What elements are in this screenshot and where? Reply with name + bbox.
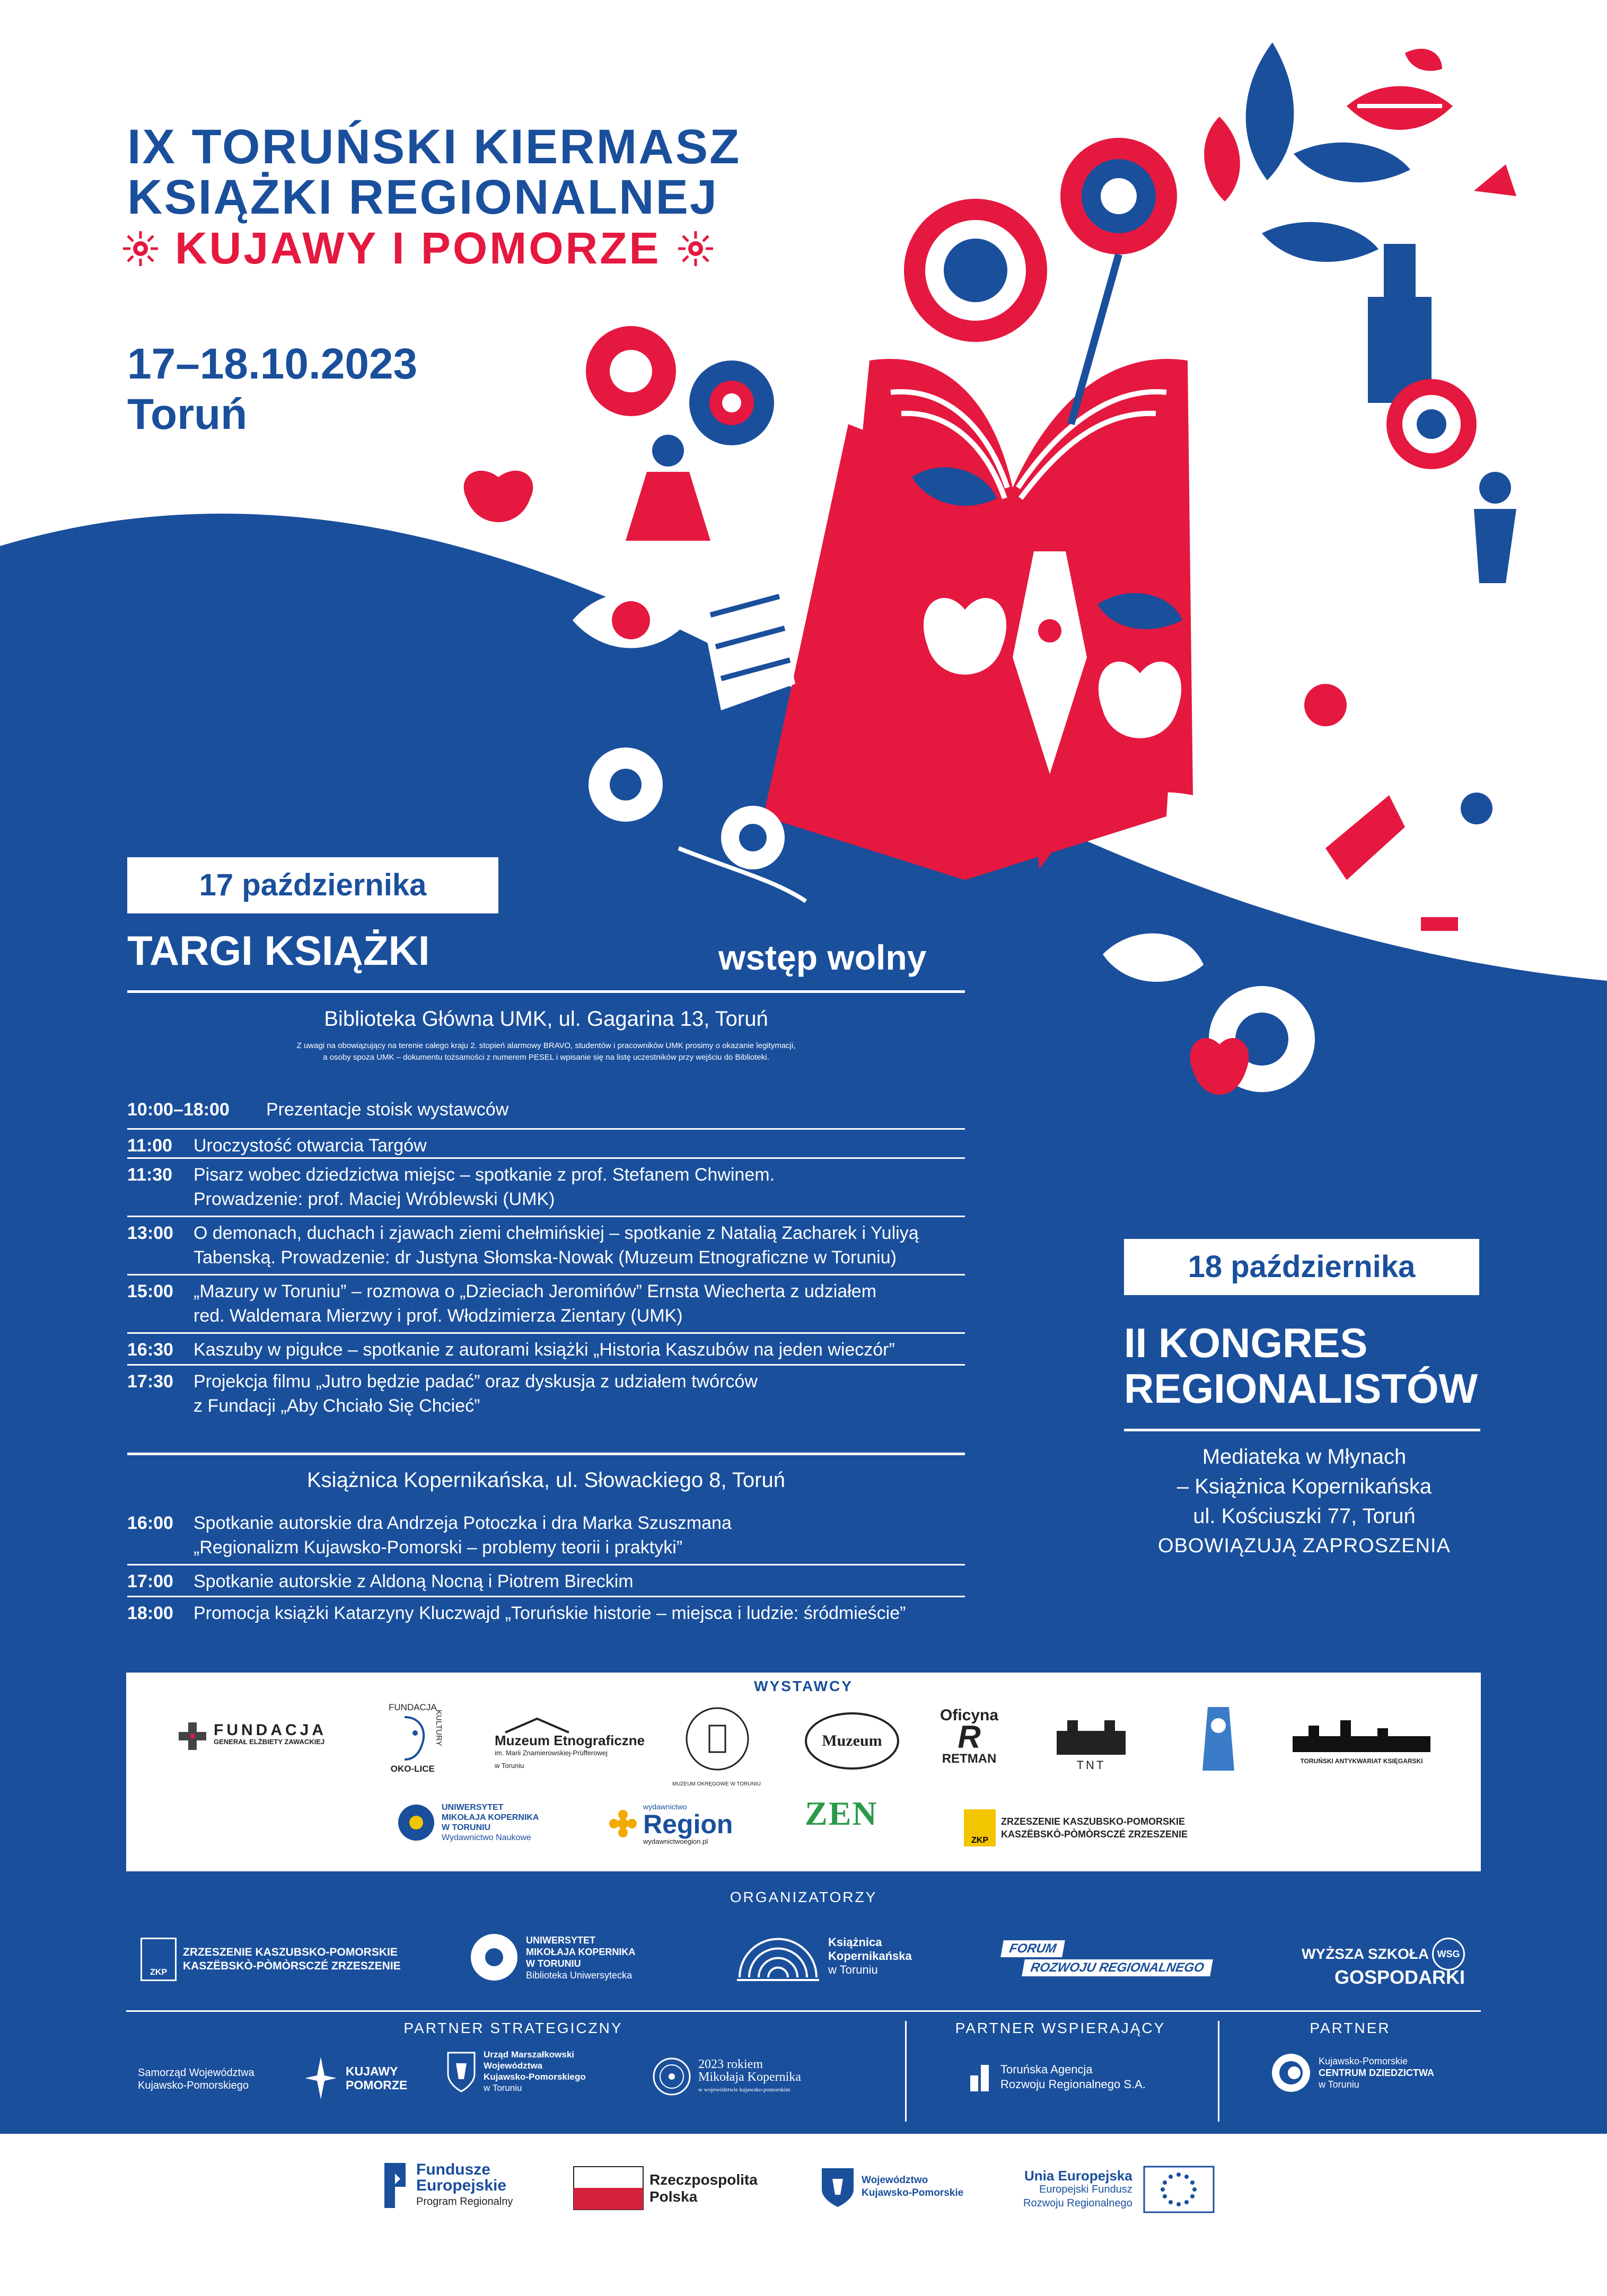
logo-wydawnictwo-region (609, 1802, 733, 1845)
schedule-row (127, 1133, 965, 1158)
ue-line-3: Rozwoju Regionalnego (1023, 2197, 1132, 2209)
schedule-divider (127, 1274, 965, 1275)
security-note (127, 1040, 965, 1063)
schedule-line-1: Spotkanie autorskie z Aldoną Nocną i Piotrem Bireckim (194, 1571, 634, 1591)
zkp-line-1: ZRZESZENIE KASZUBSKO-POMORSKIE (1001, 1816, 1186, 1827)
cdz-emblem-icon (1270, 2052, 1312, 2094)
circle-seal-icon (683, 1704, 752, 1773)
zkp-line-2: KASZËBSKÒ-PÒMÒRSCZÉ ZRZESZENIE (1001, 1829, 1188, 1840)
logo-muzeum-okregowe (683, 1704, 752, 1773)
tarr-line-2: Rozwoju Regionalnego S.A. (1000, 2077, 1146, 2091)
logo-rzeczpospolita (573, 2166, 758, 2211)
tarr-line-1: Toruńska Agencja (1000, 2062, 1093, 2076)
day2-title-line-2: REGIONALISTÓW (1124, 1365, 1478, 1412)
muzeum-etno-title: Muzeum Etnograficzne (495, 1732, 645, 1748)
schedule-time: 16:00 (127, 1513, 173, 1533)
woj-line-2: Kujawsko-Pomorskie (862, 2187, 964, 2198)
umk-wyd-line-4: Wydawnictwo Naukowe (442, 1833, 531, 1842)
okolice-top: FUNDACJA (389, 1702, 437, 1712)
sparkle-icon (302, 2054, 339, 2102)
exhibitors-panel (126, 1673, 1481, 1871)
logo-blue-figure (1192, 1702, 1245, 1776)
samorzad-line-1: Samorząd Województwa (138, 2067, 254, 2079)
kopernik-line-1: 2023 rokiem (698, 2057, 763, 2071)
schedule-time: 15:00 (127, 1281, 173, 1301)
schedule-description (194, 1338, 895, 1362)
logo-centrum-dziedzictwa (1270, 2052, 1434, 2094)
schedule-time: 10:00–18:00 (127, 1099, 230, 1120)
schedule-line-2: z Fundacji „Aby Chciało Się Chcieć” (194, 1396, 480, 1416)
forum-line-2: ROZWOJU REGIONALNEGO (1022, 1959, 1213, 1976)
schedule-row (127, 1163, 965, 1211)
wsg-line-1: WYŻSZA SZKOŁA (1302, 1946, 1429, 1962)
schedule-divider (127, 1564, 965, 1565)
cdz-line-3: w Toruniu (1319, 2079, 1359, 2090)
schedule-description (194, 1279, 876, 1328)
oficyna-mark-icon: R (958, 1719, 981, 1755)
schedule-description (194, 1133, 427, 1158)
coat-of-arms-icon (445, 2050, 477, 2092)
tarr-icon (965, 2060, 994, 2094)
schedule-description (194, 1511, 732, 1560)
schedule-time: 17:00 (127, 1571, 173, 1591)
schedule-line-1: Kaszuby w pigułce – spotkanie z autorami książki „Historia Kaszubów na jeden wieczór” (194, 1340, 895, 1360)
umk-emblem-icon (469, 1932, 520, 1983)
urzad-line-2: Województwa (484, 2061, 543, 2071)
schedule-line-2: „Regionalizm Kujawsko-Pomorski – problemy teorii i praktyki” (194, 1537, 683, 1558)
schedule-description (194, 1221, 919, 1270)
logo-tnt (1051, 1715, 1131, 1771)
kujawy-line-1: KUJAWY (346, 2064, 398, 2078)
schedule-divider (127, 1216, 965, 1217)
fe-line-3: Program Regionalny (416, 2195, 513, 2207)
umk-org-line-1: UNIWERSYTET (526, 1934, 596, 1946)
sun-ornament-icon (677, 230, 714, 267)
samorzad-label (138, 2066, 254, 2092)
day2-title-line-1: II KONGRES (1124, 1319, 1368, 1366)
schedule-time: 16:30 (127, 1340, 173, 1360)
logo-unia-europejska (1023, 2166, 1215, 2213)
fe-line-2: Europejskie (416, 2176, 507, 2194)
logo-antykwariat (1293, 1715, 1430, 1767)
schedule-line-1: Spotkanie autorskie dra Andrzeja Potoczka i dra Marka Szuszmana (194, 1513, 732, 1533)
subtitle (122, 223, 714, 274)
zkp-org-line-1: ZRZESZENIE KASZUBSKO-POMORSKIE (183, 1946, 398, 1958)
day1-venue-1: Biblioteka Główna UMK, ul. Gagarina 13, Toruń (324, 1007, 768, 1031)
umk-wyd-line-2: MIKOŁAJA KOPERNIKA (442, 1813, 539, 1822)
fe-icon (379, 2160, 411, 2211)
schedule-description (266, 1097, 508, 1122)
forum-line-1: FORUM (1000, 1940, 1065, 1957)
schedule-line-2: Prowadzenie: prof. Maciej Wróblewski (UMK) (194, 1189, 555, 1209)
day2-venue-line-2: – Książnica Kopernikańska (1176, 1475, 1432, 1498)
rp-line-1: Rzeczpospolita (649, 2171, 758, 2188)
schedule-time: 17:30 (127, 1371, 173, 1392)
schedule-description (194, 1569, 634, 1594)
coat-of-arms-icon (819, 2166, 856, 2208)
schedule-row (127, 1097, 965, 1122)
woj-line-1: Województwo (862, 2175, 928, 2186)
roof-emblem-icon (495, 1718, 579, 1734)
cdz-line-2: CENTRUM DZIEDZICTWA (1319, 2068, 1434, 2078)
cross-emblem-icon (177, 1720, 208, 1752)
umk-org-line-3: W TORUNIU (526, 1958, 581, 1969)
exhibitors-heading: WYSTAWCY (754, 1678, 853, 1694)
schedule-line-1: Uroczystość otwarcia Targów (194, 1136, 427, 1156)
flower-icon (609, 1809, 638, 1838)
zkp-badge: ZKP (964, 1809, 996, 1846)
logo-urzad-marszalkowski (445, 2049, 586, 2093)
event-city: Toruń (127, 390, 248, 438)
sun-ornament-icon (122, 230, 159, 267)
urzad-line-3: Kujawsko-Pomorskiego (484, 2072, 586, 2082)
vertical-divider (1218, 2021, 1219, 2122)
schedule-description (194, 1369, 758, 1418)
region-big: Region (643, 1809, 733, 1839)
oficyna-top: Oficyna (940, 1706, 999, 1724)
schedule-time: 13:00 (127, 1223, 173, 1243)
logo-muzeum-etnograficzne (495, 1718, 645, 1772)
skyline-icon (1293, 1715, 1430, 1752)
partner-heading: PARTNER (1310, 2020, 1391, 2036)
ksiaznica-line-2: Kopernikańska (828, 1949, 912, 1963)
polish-flag-icon (573, 2166, 644, 2211)
schedule-row (127, 1569, 965, 1594)
urzad-line-1: Urząd Marszałkowski (484, 2049, 575, 2060)
schedule-divider (127, 1364, 965, 1366)
fundacja-title: FUNDACJA (214, 1721, 327, 1739)
schedule-line-1: Prezentacje stoisk wystawców (266, 1099, 509, 1120)
schedule-line-1: Pisarz wobec dziedzictwa miejsc – spotkanie z prof. Stefanem Chwinem. (194, 1165, 775, 1185)
tnt-label: TNT (1076, 1758, 1106, 1772)
schedule-divider (127, 1128, 965, 1130)
antykwariat-label: TORUŃSKI ANTYKWARIAT KSIĘGARSKI (1300, 1757, 1423, 1765)
security-note-line-2: a osoby spoza UMK – dokumentu tożsamości z numerem PESEL i wpisanie się na listę uczestników przy wejściu do Biblioteki. (323, 1053, 769, 1062)
logo-rok-kopernika (652, 2057, 801, 2097)
supporting-partner-heading: PARTNER WSPIERAJĄCY (955, 2020, 1166, 2036)
umk-org-line-4: Biblioteka Uniwersytecka (526, 1969, 633, 1981)
divider (127, 990, 965, 993)
ue-line-1: Unia Europejska (1024, 2168, 1132, 2184)
schedule-description (194, 1601, 906, 1625)
schedule-line-1: Projekcja filmu „Jutro będzie padać” oraz dyskusja z udziałem twórców (194, 1371, 758, 1392)
schedule-line-2: Tabenską. Prowadzenie: dr Justyna Słomska-Nowak (Muzeum Etnograficzne w Toruniu) (194, 1247, 897, 1268)
cdz-line-1: Kujawsko-Pomorskie (1319, 2056, 1408, 2066)
wsg-line-2: GOSPODARKI (1334, 1966, 1465, 1988)
logo-ksiaznica (734, 1927, 912, 1985)
umk-emblem-icon (397, 1803, 436, 1843)
day1-date-label: 17 października (127, 857, 498, 913)
schedule-line-1: O demonach, duchach i zjawach ziemi chełmińskiej – spotkanie z Natalią Zacharek i Yuliyą (194, 1223, 919, 1243)
kujawy-line-2: POMORZE (346, 2078, 408, 2092)
strategic-partner-heading: PARTNER STRATEGICZNY (403, 2020, 623, 2036)
okolice-bottom: OKO-LICE (390, 1764, 435, 1774)
muzeum-okregowe-name: MUZEUM OKRĘGOWE W TORUNIU (672, 1781, 761, 1787)
ue-line-2: Europejski Fundusz (1039, 2184, 1132, 2195)
schedule-description (194, 1163, 775, 1211)
funding-bar (0, 2134, 1607, 2296)
logo-tarr (965, 2060, 1146, 2094)
vertical-divider (905, 2021, 907, 2122)
logo-zkp-exhibitor (964, 1809, 1188, 1846)
kopernik-seal-icon (652, 2057, 692, 2097)
day2-venue (1113, 1442, 1495, 1531)
schedule-time: 11:00 (127, 1136, 173, 1156)
region-url: wydawnictwoegion.pl (643, 1837, 708, 1845)
schedule-row (127, 1279, 965, 1328)
schedule-line-1: „Mazury w Toruniu” – rozmowa o „Dzieciach Jeromińów” Ernsta Wiecherta z udziałem (194, 1281, 877, 1301)
day1-entry: wstęp wolny (718, 938, 927, 977)
urzad-line-4: w Toruniu (484, 2083, 522, 2093)
schedule-row (127, 1338, 965, 1362)
day2-venue-line-1: Mediateka w Młynach (1202, 1445, 1407, 1468)
schedule-time: 18:00 (127, 1603, 173, 1623)
schedule-line-2: red. Waldemara Mierzwy i prof. Włodzimierza Zientary (UMK) (194, 1306, 683, 1326)
title-line-2: KSIĄŻKI REGIONALNEJ (127, 170, 719, 224)
subtitle-text: KUJAWY I POMORZE (175, 223, 661, 273)
day2-title (1124, 1320, 1478, 1411)
umk-org-line-2: MIKOŁAJA KOPERNIKA (526, 1946, 636, 1957)
title-line-1: IX TORUŃSKI KIERMASZ (127, 120, 741, 174)
fe-line-1: Fundusze (416, 2160, 490, 2178)
logo-fundacja-zawackiej (177, 1720, 327, 1752)
schedule-divider (127, 1157, 965, 1159)
event-dates: 17–18.10.2023 (127, 340, 418, 388)
fundacja-subtitle: GENERAŁ ELŻBIETY ZAWACKIEJ (214, 1738, 325, 1746)
logo-wojewodztwo (819, 2166, 963, 2208)
day2-invitation: OBOWIĄZUJĄ ZAPROSZENIA (1158, 1535, 1451, 1557)
logo-zkp-organizer (140, 1938, 401, 1981)
wsg-badge: WSG (1432, 1938, 1465, 1970)
ksiaznica-line-1: Książnica (828, 1936, 882, 1949)
logo-umk-biblioteka (469, 1932, 635, 1983)
day1-title: TARGI KSIĄŻKI (127, 927, 430, 974)
samorzad-line-2: Kujawsko-Pomorskiego (138, 2080, 249, 2091)
region-small: wydawnictwo (643, 1802, 687, 1811)
muzeum-etno-sub: im. Marii Znamierowskiej-Prüfferowej (495, 1749, 608, 1757)
schedule-line-1: Promocja książki Katarzyny Kluczwajd „Toruńskie historie – miejsca i ludzie: śródmieście” (194, 1603, 906, 1623)
muzeum-pm-title: Muzeum (805, 1712, 899, 1770)
umk-wyd-line-3: W TORUNIU (442, 1823, 491, 1832)
day2-venue-line-3: ul. Kościuszki 77, Toruń (1193, 1505, 1416, 1528)
organizers-heading: ORGANIZATORZY (730, 1889, 877, 1905)
rp-line-2: Polska (649, 2188, 698, 2205)
schedule-time: 11:30 (127, 1165, 173, 1185)
logo-forum-rozwoju (1002, 1940, 1211, 1976)
kopernik-line-3: w województwie kujawsko-pomorskim (698, 2086, 791, 2093)
day1-venue-2: Książnica Kopernikańska, ul. Słowackiego 8, Toruń (307, 1468, 785, 1492)
schedule-row (127, 1511, 965, 1560)
logo-oko-lice (389, 1702, 437, 1775)
eu-flag-icon (1143, 2166, 1215, 2213)
zkp-org-line-2: KASZËBSKÒ-PÒMÒRSCZÉ ZRZESZENIE (183, 1960, 401, 1972)
divider (127, 1453, 965, 1455)
face-profile-icon (394, 1714, 431, 1762)
ksiaznica-line-3: w Toruniu (828, 1963, 878, 1976)
logo-wsg (1302, 1938, 1465, 1988)
logo-oficyna-retman (940, 1706, 999, 1766)
day2-date-label: 18 października (1124, 1239, 1479, 1295)
security-note-line-1: Z uwagi na obowiązujący na terenie całego kraju 2. stopień alarmowy BRAVO, studentów i pracowników UMK prosimy o okazanie legitymacji, (296, 1041, 796, 1050)
schedule-divider (127, 1596, 965, 1597)
saint-figure-icon (1192, 1702, 1245, 1776)
kopernik-line-2: Mikołaja Kopernika (698, 2070, 801, 2084)
okolice-side-label: KULTURY (434, 1710, 443, 1746)
arches-icon (734, 1927, 822, 1985)
divider (126, 2010, 1481, 2012)
schedule-divider (127, 1332, 965, 1334)
oficyna-bottom: RETMAN (942, 1752, 997, 1766)
divider (1124, 1429, 1480, 1431)
logo-umk-wydawnictwo (397, 1802, 539, 1843)
schedule-row (127, 1221, 965, 1270)
logo-muzeum-pomorskie (805, 1712, 899, 1770)
schedule-row (127, 1601, 965, 1625)
muzeum-etno-city: w Toruniu (495, 1762, 524, 1770)
castle-icon (1051, 1715, 1131, 1757)
logo-zen: ZEN (805, 1794, 878, 1832)
logo-kujawy-pomorze (302, 2054, 407, 2102)
logo-fundusze-europejskie (379, 2160, 513, 2211)
umk-wyd-line-1: UNIWERSYTET (442, 1803, 504, 1812)
zkp-org-badge: ZKP (140, 1938, 177, 1981)
schedule-row (127, 1369, 965, 1418)
